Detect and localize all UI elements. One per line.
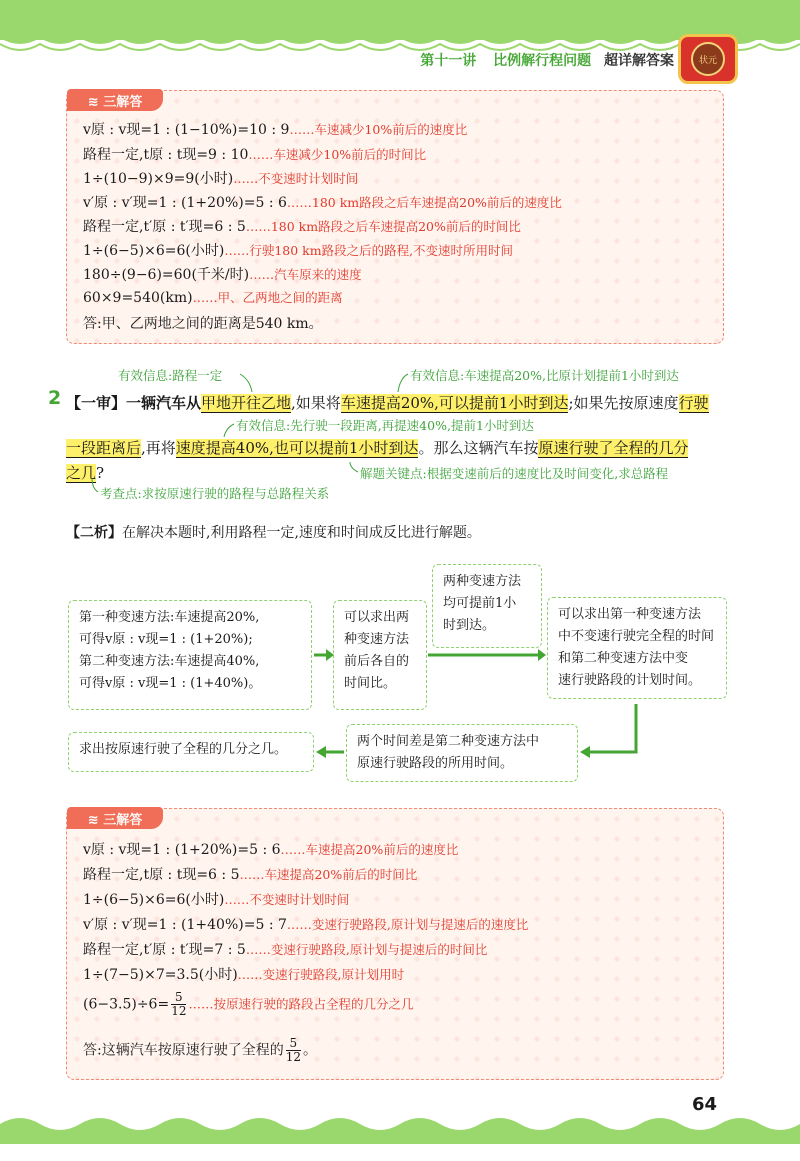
question-number: 2 (48, 387, 62, 409)
book-label: 超详解答案 (604, 53, 674, 69)
topic-label: 比例解行程问题 (493, 53, 592, 69)
flow-box-time-ratio: 可以求出两 种变速方法 前后各自的 时间比。 (333, 600, 427, 710)
answer-box-2 (66, 808, 724, 1080)
answer-line: 180÷(9−6)=60(千米/时)……汽车原来的速度 (83, 267, 362, 283)
flow-box-both-early: 两种变速方法 均可提前1小 时到达。 (432, 564, 542, 648)
question-line-2: 一段距离后,再将速度提高40%,也可以提前1小时到达。那么这辆汽车按原速行驶了全程的几分 (66, 439, 689, 457)
flow-box-methods: 第一种变速方法:车速提高20%, 可得v原 : v现=1 : (1+20%); 第二种变速方法:车速提高40%, 可得v原 : v现=1 : (1+40%)。 (68, 600, 312, 710)
answer-line: v′原 : v′现=1 : (1+20%)=5 : 6……180 km路段之后车速提高20%前后的速度比 (83, 195, 562, 211)
answer-line: v原 : v现=1 : (1+20%)=5 : 6……车速提高20%前后的速度比 (83, 842, 459, 858)
answer-conclusion: 答:甲、乙两地之间的距离是540 km。 (83, 316, 323, 332)
annotation-1: 有效信息:路程一定 (118, 368, 223, 383)
answer-line: v′原 : v′现=1 : (1+40%)=5 : 7……变速行驶路段,原计划与提速后的速度比 (83, 917, 529, 933)
answer-line: v原 : v现=1 : (1−10%)=10 : 9……车速减少10%前后的速度比 (83, 122, 468, 138)
answer-line: 路程一定,t原 : t现=9 : 10……车速减少10%前后的时间比 (83, 147, 427, 163)
annotation-4: 解题关键点:根据变速前后的速度比及时间变化,求总路程 (360, 466, 669, 481)
fraction: $\frac{5}{12}$ (171, 990, 187, 1018)
answer-line: 路程一定,t′原 : t′现=6 : 5……180 km路段之后车速提高20%前后的时间比 (83, 219, 521, 235)
answer-line: 60×9=540(km)……甲、乙两地之间的距离 (83, 290, 343, 306)
fraction: $\frac{5}{12}$ (285, 1036, 301, 1064)
flow-box-planned-times: 可以求出第一种变速方法 中不变速行驶完全程的时间 和第二种变速方法中变 速行驶路段的计划时间。 (547, 597, 727, 699)
annotation-3: 有效信息:先行驶一段距离,再提速40%,提前1小时到达 (236, 418, 534, 433)
lecture-label: 第十一讲 (420, 53, 477, 69)
answer-tag: ≋ 三解答 (67, 89, 163, 111)
answer-line: 1÷(6−5)×6=6(小时)……不变速时计划时间 (83, 892, 350, 908)
answer-line: 1÷(6−5)×6=6(小时)……行驶180 km路段之后的路程,不变速时所用时间 (83, 243, 514, 259)
analysis-text: 【二析】在解决本题时,利用路程一定,速度和时间成反比进行解题。 (66, 525, 481, 541)
flow-box-final-result: 求出按原速行驶了全程的几分之几。 (68, 732, 314, 772)
answer-line: 路程一定,t原 : t现=6 : 5……车速提高20%前后的时间比 (83, 867, 418, 883)
answer-line-fraction: (6−3.5)÷6= $\frac{5}{12}$ ……按原速行驶的路段占全程的几分之几 (83, 990, 414, 1018)
flow-box-time-difference: 两个时间差是第二种变速方法中 原速行驶路段的所用时间。 (346, 724, 578, 782)
answer-conclusion: 答:这辆汽车按原速行驶了全程的 $\frac{5}{12}$ 。 (83, 1036, 317, 1064)
annotation-5: 考查点:求按原速行驶的路程与总路程关系 (100, 486, 330, 501)
answer-line: 1÷(10−9)×9=9(小时)……不变速时计划时间 (83, 171, 359, 187)
page-number: 64 (692, 1094, 718, 1115)
logo-text: 状元 (698, 55, 717, 66)
answer-line: 路程一定,t′原 : t′现=7 : 5……变速行驶路段,原计划与提速后的时间比 (83, 942, 488, 958)
bottom-wave-decor (0, 1094, 800, 1144)
question-line-1: 【一审】一辆汽车从甲地开往乙地,如果将车速提高20%,可以提前1小时到达;如果先按原速度行驶 (66, 394, 709, 412)
question-line-3: 之几? (66, 464, 105, 482)
annotation-2: 有效信息:车速提高20%,比原计划提前1小时到达 (410, 368, 679, 383)
answer-line: 1÷(7−5)×7=3.5(小时)……变速行驶路段,原计划用时 (83, 967, 405, 983)
answer-tag: ≋ 三解答 (67, 807, 163, 829)
